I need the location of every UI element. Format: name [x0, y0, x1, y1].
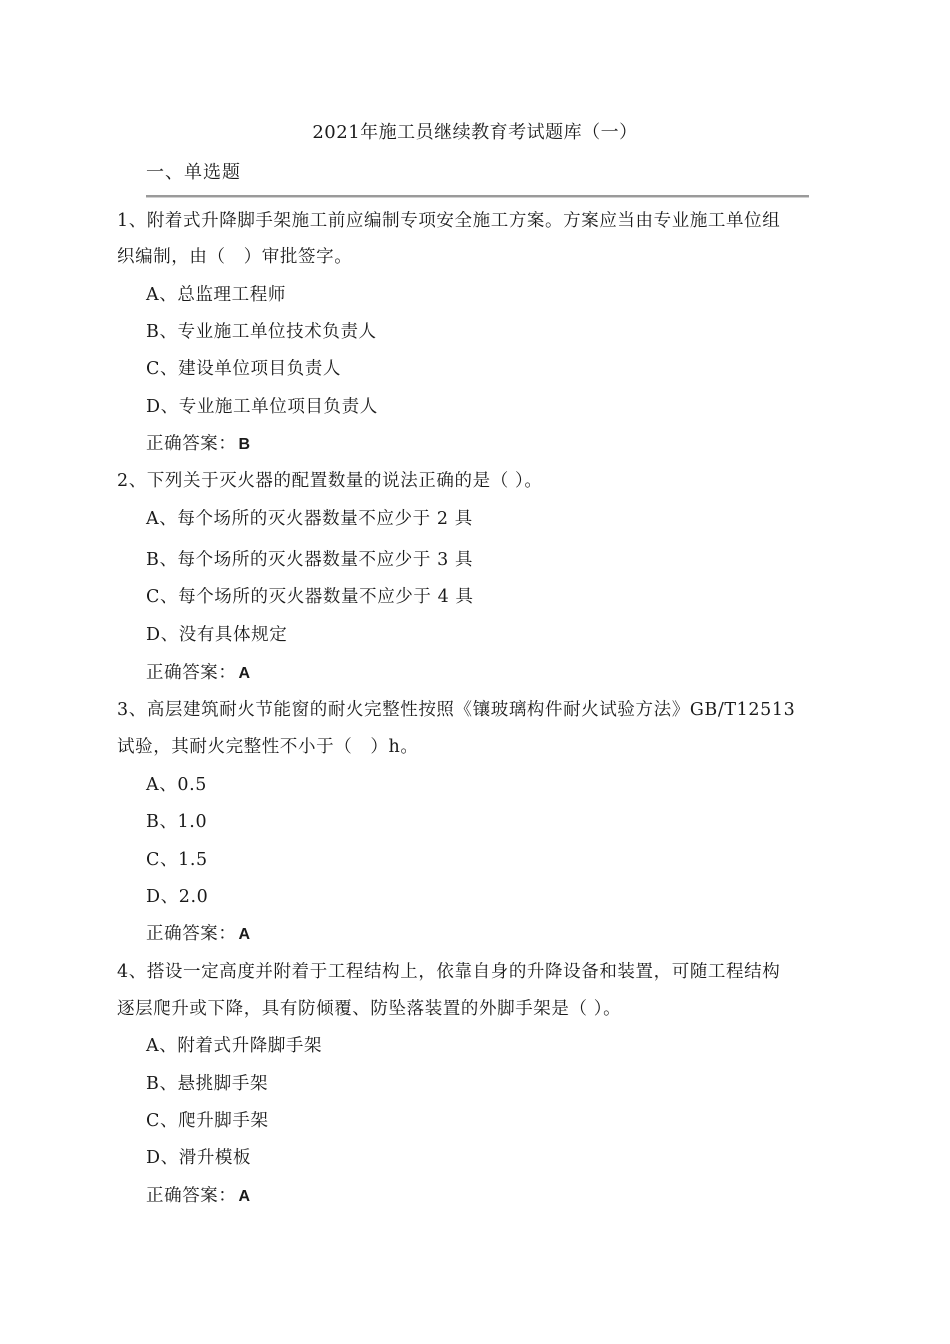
question-4-option-c: C、爬升脚手架 — [146, 1111, 269, 1131]
answer-label: 正确答案： — [146, 434, 237, 454]
question-2-answer — [146, 659, 251, 684]
document-title: 2021年施工员继续教育考试题库（一） — [312, 122, 638, 143]
question-3-stem-line-2: 试验，其耐火完整性不小于（ ）h。 — [117, 737, 419, 757]
question-1-answer — [146, 430, 251, 455]
question-1-option-a: A、总监理工程师 — [146, 285, 286, 305]
question-1-option-b: B、专业施工单位技术负责人 — [146, 322, 377, 342]
question-4-answer — [146, 1182, 251, 1207]
question-3-option-a: A、0.5 — [146, 775, 207, 795]
question-4-stem-line-1: 4、搭设一定高度并附着于工程结构上，依靠自身的升降设备和装置，可随工程结构 — [117, 962, 781, 982]
question-2-option-c: C、每个场所的灭火器数量不应少于 4 具 — [146, 587, 474, 607]
question-2-option-b: B、每个场所的灭火器数量不应少于 3 具 — [146, 550, 474, 570]
section-heading: 一、单选题 — [146, 162, 241, 183]
question-4-option-d: D、滑升模板 — [146, 1148, 252, 1168]
question-1-option-d: D、专业施工单位项目负责人 — [146, 397, 378, 417]
answer-label: 正确答案： — [146, 663, 237, 683]
question-4-stem-line-2: 逐层爬升或下降，具有防倾覆、防坠落装置的外脚手架是（ ）。 — [117, 999, 622, 1019]
answer-value: A — [238, 665, 251, 682]
question-3-option-b: B、1.0 — [146, 812, 208, 832]
question-3-answer — [146, 920, 251, 945]
answer-label: 正确答案： — [146, 1186, 237, 1206]
question-1-stem-line-2: 织编制，由（ ）审批签字。 — [117, 247, 353, 267]
section-divider — [146, 195, 809, 198]
answer-value: A — [238, 926, 251, 943]
question-3-option-c: C、1.5 — [146, 850, 208, 870]
answer-label: 正确答案： — [146, 924, 237, 944]
answer-value: B — [238, 436, 251, 453]
question-2-stem-line-1: 2、下列关于灭火器的配置数量的说法正确的是（ ）。 — [117, 471, 543, 491]
question-4-option-a: A、附着式升降脚手架 — [146, 1036, 323, 1056]
question-3-option-d: D、2.0 — [146, 887, 209, 907]
question-1-option-c: C、建设单位项目负责人 — [146, 359, 341, 379]
question-2-option-a: A、每个场所的灭火器数量不应少于 2 具 — [146, 509, 473, 529]
question-2-option-d: D、没有具体规定 — [146, 625, 288, 645]
question-4-option-b: B、悬挑脚手架 — [146, 1074, 269, 1094]
answer-value: A — [238, 1188, 251, 1205]
question-3-stem-line-1: 3、高层建筑耐火节能窗的耐火完整性按照《镶玻璃构件耐火试验方法》GB/T12513 — [117, 700, 796, 720]
question-1-stem-line-1: 1、附着式升降脚手架施工前应编制专项安全施工方案。方案应当由专业施工单位组 — [117, 211, 781, 231]
